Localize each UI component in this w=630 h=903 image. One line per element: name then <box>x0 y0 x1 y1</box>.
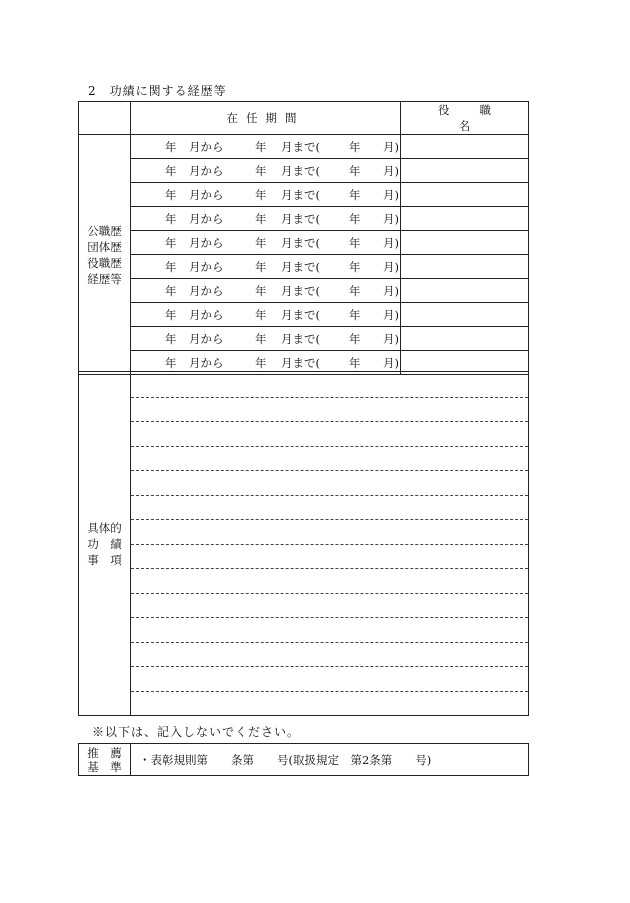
period-part: 月まで( <box>281 164 320 178</box>
period-part: 月) <box>383 236 399 250</box>
history-row <box>79 303 529 327</box>
achievements-label-line: 功 績 <box>87 536 122 551</box>
period-part: 年 <box>165 188 177 202</box>
period-part: 月) <box>383 140 399 154</box>
achievements-entry-area[interactable] <box>131 372 529 716</box>
period-part: 月まで( <box>281 332 320 346</box>
achievements-dashed-line <box>131 544 528 545</box>
period-part: 月まで( <box>281 356 320 370</box>
period-part: 年 <box>349 284 361 298</box>
achievements-lines <box>131 372 528 715</box>
period-part: 月から <box>189 140 224 154</box>
role-cell[interactable] <box>401 159 529 183</box>
history-row <box>79 135 529 159</box>
achievements-label-line: 具体的 <box>87 520 122 535</box>
period-part: 年 <box>255 260 267 274</box>
period-part: 月まで( <box>281 236 320 250</box>
period-part: 年 <box>349 308 361 322</box>
period-part: 月まで( <box>281 140 320 154</box>
period-part: 年 <box>165 236 177 250</box>
period-part: 年 <box>165 332 177 346</box>
history-row <box>79 279 529 303</box>
role-cell[interactable] <box>401 183 529 207</box>
role-cell[interactable] <box>401 135 529 159</box>
period-part: 年 <box>349 140 361 154</box>
period-part: 月) <box>383 260 399 274</box>
achievements-dashed-line <box>131 470 528 471</box>
achievements-dashed-line <box>131 691 528 692</box>
role-cell[interactable] <box>401 207 529 231</box>
period-part: 年 <box>255 140 267 154</box>
header-period: 在任期間 <box>131 102 401 135</box>
history-label-line: 役職歴 <box>87 255 122 270</box>
period-cell[interactable] <box>131 135 401 159</box>
period-part: 年 <box>255 212 267 226</box>
recommendation-label <box>79 744 131 776</box>
achievements-dashed-line <box>131 519 528 520</box>
history-row <box>79 255 529 279</box>
period-part: 月から <box>189 356 224 370</box>
achievements-dashed-line <box>131 397 528 398</box>
period-part: 年 <box>165 260 177 274</box>
period-part: 年 <box>255 188 267 202</box>
achievements-dashed-line <box>131 593 528 594</box>
section-title: 2 功績に関する経歴等 <box>88 84 227 98</box>
period-cell[interactable] <box>131 279 401 303</box>
period-cell[interactable] <box>131 207 401 231</box>
period-part: 月から <box>189 164 224 178</box>
role-cell[interactable] <box>401 279 529 303</box>
period-part: 月) <box>383 332 399 346</box>
achievements-table <box>78 371 529 716</box>
office-use-note: ※以下は、記入しないでください。 <box>92 725 301 739</box>
history-row <box>79 183 529 207</box>
period-part: 年 <box>165 164 177 178</box>
period-part: 月) <box>383 284 399 298</box>
history-row <box>79 207 529 231</box>
period-part: 月) <box>383 188 399 202</box>
period-cell[interactable] <box>131 327 401 351</box>
period-part: 月から <box>189 332 224 346</box>
period-part: 年 <box>255 332 267 346</box>
career-history-table <box>78 101 529 375</box>
role-cell[interactable] <box>401 303 529 327</box>
achievements-dashed-line <box>131 421 528 422</box>
period-part: 月まで( <box>281 284 320 298</box>
period-part: 年 <box>349 260 361 274</box>
achievements-label <box>79 372 131 716</box>
period-part: 年 <box>165 140 177 154</box>
period-part: 年 <box>349 212 361 226</box>
header-blank-cell <box>79 102 131 135</box>
period-cell[interactable] <box>131 159 401 183</box>
period-part: 年 <box>255 284 267 298</box>
role-cell[interactable] <box>401 327 529 351</box>
period-part: 年 <box>255 308 267 322</box>
history-row <box>79 327 529 351</box>
history-label-line: 団体歴 <box>87 239 122 254</box>
period-part: 年 <box>349 188 361 202</box>
period-part: 月から <box>189 260 224 274</box>
recommendation-criteria: ・表彰規則第 条第 号(取扱規定 第2条第 号) <box>131 744 529 776</box>
recommendation-table <box>78 743 529 776</box>
table-header-row <box>79 102 529 135</box>
period-part: 年 <box>165 212 177 226</box>
period-part: 月) <box>383 308 399 322</box>
recommendation-label-line: 推 薦 <box>87 745 122 760</box>
period-part: 月) <box>383 212 399 226</box>
period-cell[interactable] <box>131 303 401 327</box>
period-part: 年 <box>349 164 361 178</box>
header-role-text: 役職名 <box>438 103 521 133</box>
period-part: 年 <box>349 356 361 370</box>
history-label-line: 経歴等 <box>87 271 122 286</box>
header-role <box>401 102 529 135</box>
history-row <box>79 159 529 183</box>
period-part: 月から <box>189 212 224 226</box>
period-part: 年 <box>165 284 177 298</box>
period-part: 年 <box>349 236 361 250</box>
role-cell[interactable] <box>401 231 529 255</box>
period-part: 月) <box>383 356 399 370</box>
achievements-dashed-line <box>131 617 528 618</box>
achievements-dashed-line <box>131 446 528 447</box>
history-row <box>79 231 529 255</box>
achievements-label-line: 事 項 <box>87 552 122 567</box>
period-part: 月) <box>383 164 399 178</box>
recommendation-label-line: 基 準 <box>87 759 122 774</box>
period-part: 月まで( <box>281 188 320 202</box>
period-part: 月から <box>189 284 224 298</box>
period-part: 年 <box>165 308 177 322</box>
period-part: 年 <box>349 332 361 346</box>
period-part: 年 <box>165 356 177 370</box>
period-part: 年 <box>255 164 267 178</box>
period-part: 年 <box>255 356 267 370</box>
period-part: 月まで( <box>281 308 320 322</box>
period-part: 月から <box>189 236 224 250</box>
achievements-dashed-line <box>131 666 528 667</box>
role-cell[interactable] <box>401 255 529 279</box>
period-cell[interactable] <box>131 231 401 255</box>
period-part: 月まで( <box>281 212 320 226</box>
history-row-label <box>79 135 131 375</box>
history-label-line: 公職歴 <box>87 223 122 238</box>
period-part: 月から <box>189 188 224 202</box>
achievements-dashed-line <box>131 568 528 569</box>
period-part: 月まで( <box>281 260 320 274</box>
achievements-dashed-line <box>131 495 528 496</box>
period-cell[interactable] <box>131 183 401 207</box>
period-cell[interactable] <box>131 255 401 279</box>
period-part: 月から <box>189 308 224 322</box>
achievements-dashed-line <box>131 642 528 643</box>
period-part: 年 <box>255 236 267 250</box>
